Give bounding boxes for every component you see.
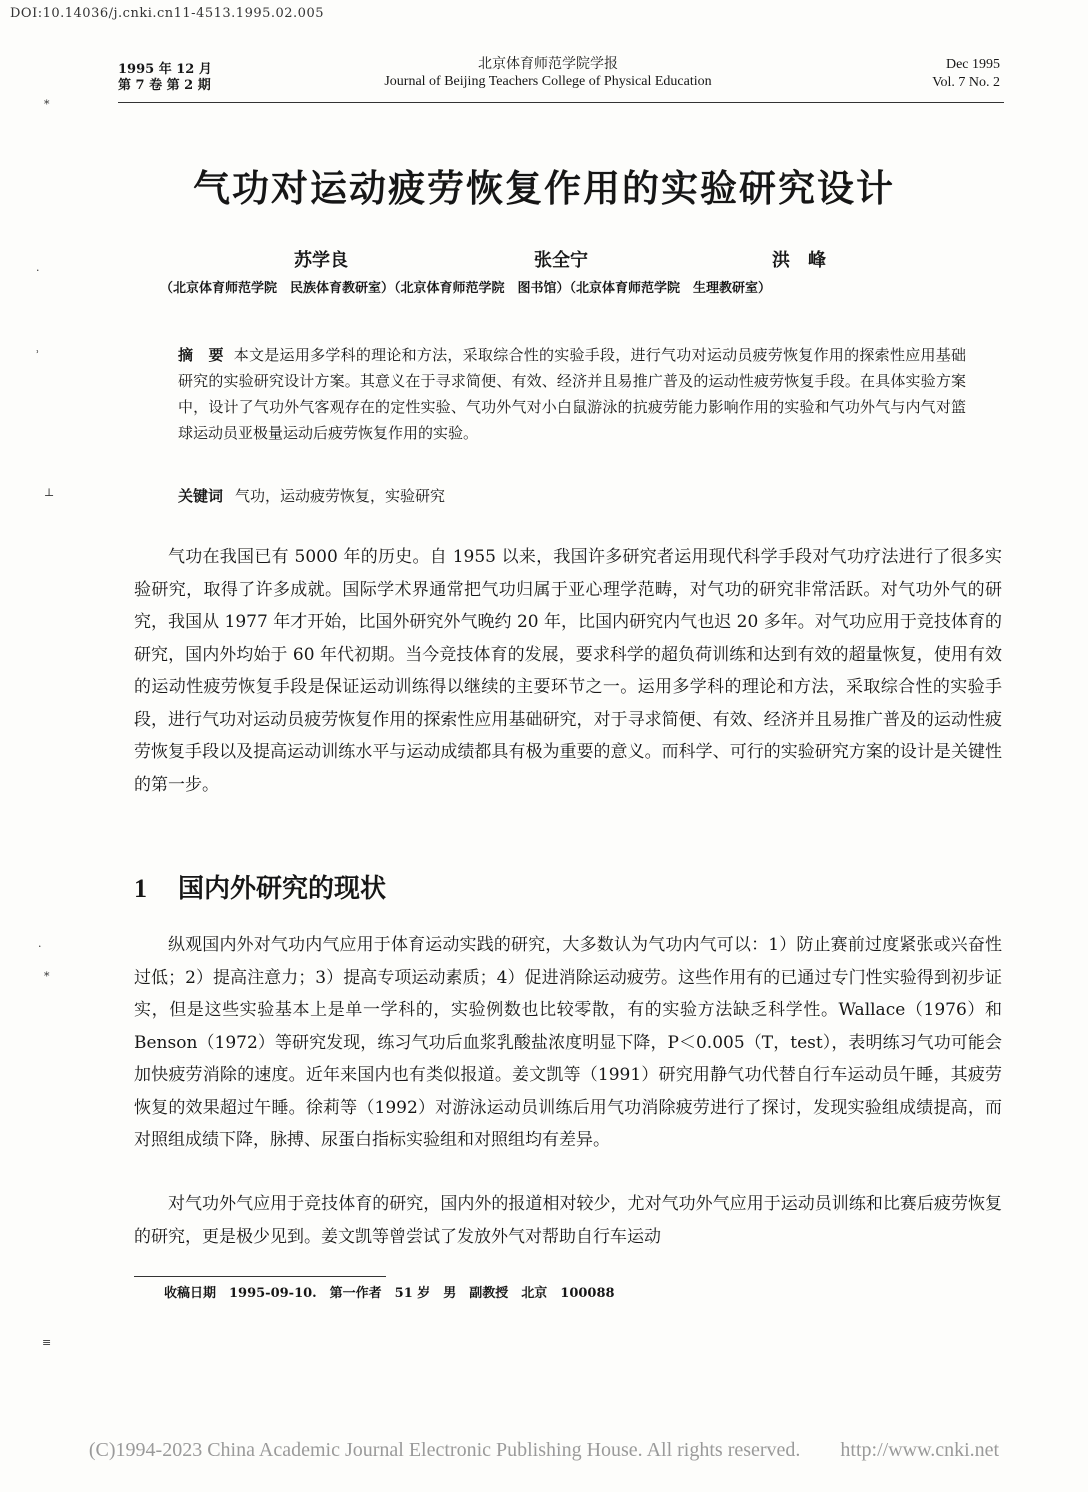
abstract-label: 摘 要 xyxy=(178,346,224,364)
author-2: 张全宁 xyxy=(534,250,588,271)
footnote-rule xyxy=(134,1276,386,1277)
copyright-line: (C)1994-2023 China Academic Journal Electronic Publishing House. All rights reserved. http://www.cnki.net xyxy=(88,1439,1000,1461)
header-date-en: Dec 1995 xyxy=(945,57,1000,72)
scan-mark: ⁎ xyxy=(44,94,50,107)
section-paragraph-1: 纵观国内外对气功内气应用于体育运动实践的研究，大多数认为气功内气可以：1）防止赛前过度紧张或兴奋性过低；2）提高注意力；3）提高专项运动素质；4）促进消除运动疲劳。这些作用有的已通过专门性实验得到初步证实，但是这些实验基本上是单一学科的，实验例数也比较零散，有的实验方法缺乏科学性。Wallace（1976）和 Benson（1972）等研究发现，练习气功后血浆乳酸盐浓度明显下降，P＜0.005（T，test），表明练习气功可能会加快疲劳消除的速度。近年来国内也有类似报道。姜文凯等（1991）研究用静气功代替自行车运动员午睡，其疲劳恢复的效果超过午睡。徐莉等（1992）对游泳运动员训练后用气功消除疲劳进行了探讨，发现实验组成绩提高，而对照组成绩下降，脉搏、尿蛋白指标实验组和对照组均有差异。 xyxy=(134,935,1002,1150)
section-number: 1 xyxy=(134,874,147,903)
keywords xyxy=(178,485,966,506)
header-date-cn: 1995 年 12 月 xyxy=(118,62,212,77)
footnote: 收稿日期 1995-09-10. 第一作者 51 岁 男 副教授 北京 100088 xyxy=(164,1286,615,1301)
scan-mark: · xyxy=(38,940,42,953)
abstract xyxy=(178,342,966,446)
header-volume-en: Vol. 7 No. 2 xyxy=(932,75,1000,90)
author-1: 苏学良 xyxy=(294,250,348,271)
header-issue-cn: 第 7 卷 第 2 期 xyxy=(118,78,211,93)
section-heading xyxy=(134,868,386,905)
intro-paragraph: 气功在我国已有 5000 年的历史。自 1955 以来，我国许多研究者运用现代科学手段对气功疗法进行了很多实验研究，取得了许多成就。国际学术界通常把气功归属于亚心理学范畴，对气功的研究非常活跃。对气功外气的研究，我国从 1977 年才开始，比国外研究外气晚约 20 年，比国内研究内气也迟 20 多年。对气功应用于竞技体育的研究，国内外均始于 60 年代初期。当今竞技体育的发展，要求科学的超负荷训练和达到有效的超量恢复，使用有效的运动性疲劳恢复手段是保证运动训练得以继续的主要环节之一。运用多学科的理论和方法，采取综合性的实验手段，进行气功对运动员疲劳恢复作用的探索性应用基础研究，对于寻求简便、有效、经济并且易推广普及的运动性疲劳恢复手段以及提高运动训练水平与运动成绩都具有极为重要的意义。而科学、可行的实验研究方案的设计是关键性的第一步。 xyxy=(134,547,1002,795)
journal-name-cn: 北京体育师范学院学报 xyxy=(478,56,618,72)
doi-line: DOI:10.14036/j.cnki.cn11-4513.1995.02.005 xyxy=(10,6,324,21)
keywords-label: 关键词 xyxy=(178,487,224,505)
header-rule xyxy=(118,102,1004,103)
affiliations: （北京体育师范学院 民族体育教研室）（北京体育师范学院 图书馆）（北京体育师范学院 生理教研室） xyxy=(160,281,772,296)
abstract-text: 本文是运用多学科的理论和方法，采取综合性的实验手段，进行气功对运动员疲劳恢复作用的探索性应用基础研究的实验研究设计方案。其意义在于寻求简便、有效、经济并且易推广普及的运动性疲劳恢复手段。在具体实验方案中，设计了气功外气客观存在的定性实验、气功外气对小白鼠游泳的抗疲劳能力影响作用的实验和气功外气与内气对篮球运动员亚极量运动后疲劳恢复作用的实验。 xyxy=(178,346,966,442)
scan-mark: ⊥ xyxy=(44,486,55,499)
article-title: 气功对运动疲劳恢复作用的实验研究设计 xyxy=(193,166,895,210)
section-paragraph-2: 对气功外气应用于竞技体育的研究，国内外的报道相对较少，尤对气功外气应用于运动员训练和比赛后疲劳恢复的研究，更是极少见到。姜文凯等曾尝试了发放外气对帮助自行车运动 xyxy=(134,1194,1002,1247)
section-title: 国内外研究的现状 xyxy=(178,874,387,904)
keywords-text: 气功，运动疲劳恢复，实验研究 xyxy=(235,487,446,505)
header-left xyxy=(118,62,212,94)
journal-name-en: Journal of Beijing Teachers College of Physical Education xyxy=(384,74,712,89)
scan-mark: ˒ xyxy=(36,346,40,359)
header-right xyxy=(932,56,1000,92)
header-center xyxy=(318,56,778,90)
scan-mark: · xyxy=(36,264,40,277)
scan-mark: ≡ xyxy=(42,1336,52,1349)
scan-mark: ⁎ xyxy=(44,966,50,979)
author-3: 洪 峰 xyxy=(772,250,826,271)
